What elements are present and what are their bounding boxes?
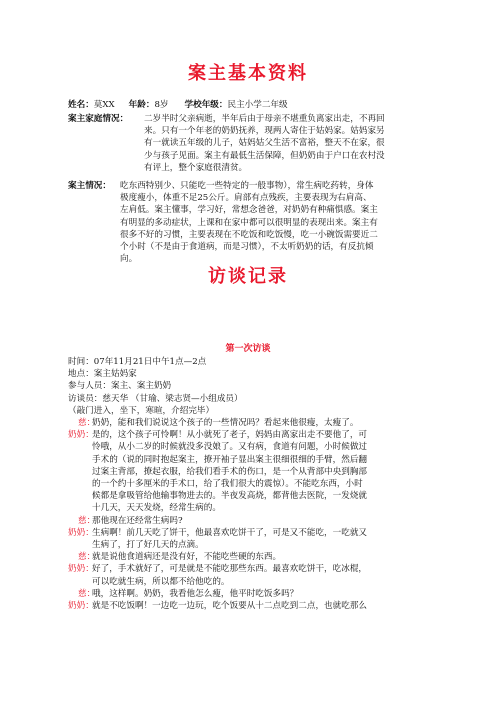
dialogue-line: 是的，这个孩子可怜啊！从小就死了老子，妈妈由离家出走不要他了，可 — [92, 430, 368, 441]
dialogue-turn — [68, 551, 438, 563]
dialogue-turn — [68, 429, 438, 514]
name-label: 姓名： — [68, 100, 94, 110]
family-line: 有一就读五年级的儿子，姑妈姑父生活不富裕，整天不在家，很 — [144, 138, 385, 149]
profile-line — [68, 99, 288, 111]
family-line: 二岁半时父亲病逝，半年后由于母亲不堪重负离家出走，不再回 — [144, 114, 385, 124]
dialogue-turn — [68, 600, 438, 612]
speaker-label: 奶奶： — [68, 601, 94, 612]
dialogue-line: 过案主背部，撩起衣服，给我们看手术的伤口，是一个从背部中央到胸部 — [92, 466, 368, 477]
age-label: 年龄： — [128, 100, 155, 110]
grade-label: 学校年级： — [184, 100, 228, 110]
family-label: 案主家庭情况： — [68, 114, 129, 124]
status-line: 很多不好的习惯，主要表现在不吃饭和吃饭慢，吃一小碗饭需要近二 — [120, 229, 378, 240]
status-line: 有明显的多动症状，上课和在家中都可以很明显的表现出来。案主有 — [120, 217, 378, 228]
dialogue-line: 生病啊！前几天吃了饼干，他最喜欢吃饼干了，可是又不能吃，一吃就又 — [92, 527, 368, 538]
dialogue-turn — [68, 527, 438, 551]
name-value: 莫XX — [93, 100, 115, 110]
status-line: 极度瘦小，体重不足25公斤。肩部有点残疾，主要表现为右肩高、 — [120, 193, 372, 204]
meta-time: 时间：07年11月21日中午1点—2点 — [68, 357, 207, 367]
speaker-label: 慈： — [78, 418, 96, 428]
dialogue-line: 手术的（说的同时抱起案主，撩开袖子显出案主很细很细的手臂，然后翻 — [92, 454, 368, 465]
dialogue-turn — [68, 515, 438, 527]
family-line: 有评上，整个家庭很清贫。 — [144, 162, 248, 173]
dialogue-turn — [68, 563, 438, 587]
family-line: 少与孩子见面。案主有最低生活保障，但奶奶由于户口在农村没 — [144, 150, 385, 161]
speaker-label: 慈： — [78, 552, 96, 563]
interview-title: 访谈记录 — [208, 266, 288, 287]
family-line: 来。只有一个年老的奶奶抚养，现两人寄住于姑妈家。姑妈家另 — [144, 126, 385, 137]
family-section — [68, 113, 428, 174]
status-line: 个小时（不是由于食道病，而是习惯），不太听奶奶的话，有反抗倾 — [120, 242, 374, 253]
doc-title: 案主基本资料 — [188, 63, 308, 84]
meta-interviewer: 访谈员：慈天华 （甘瑜、梁志贤—小组成员） — [68, 393, 243, 404]
dialogue-turn — [68, 417, 438, 429]
dialogue-line: 奶奶，能和我们说说这个孩子的一些情况吗？看起来他很瘦，太瘦了。 — [92, 418, 359, 428]
dialogue-line: 哦，这样啊。奶奶，我看他怎么瘦，他平时吃饭多吗？ — [92, 588, 299, 599]
dialogue-line: 生病了，打了好几天的点滴。 — [92, 540, 204, 551]
speaker-label: 奶奶： — [68, 564, 94, 575]
dialogue-line: 就是不吃饭啊！一边吃一边玩，吃个饭要从十二点吃到二点，也就吃那么 — [92, 601, 368, 612]
status-line: 吃东西特别少、只能吃一些特定的一般事物），常生病吃药转，身体 — [120, 181, 374, 191]
status-label: 案主情况： — [68, 181, 111, 191]
dialogue-line: 的一个约十多厘米的手术口，给了我们很大的震惊）。不能吃东西，小时 — [92, 479, 363, 490]
dialogue-line: 可以吃就生病，所以都不给他吃的。 — [92, 576, 230, 587]
dialogue-line: 候都是拿吸管给他输事物进去的。半夜发高烧，都背他去医院，一发烧就 — [92, 491, 368, 502]
dialogue-line: 就是说他食道病还是没有好，不能吃些硬的东西。 — [92, 552, 282, 563]
dialogue-line: 那他现在还经常生病吗? — [92, 515, 183, 526]
meta-participants: 参与人员：案主、案主奶奶 — [68, 381, 172, 392]
dialogue-line: 好了，手术就好了，可是就是不能吃那些东西。最喜欢吃饼干，吃冰棍， — [92, 564, 368, 575]
dialogue-section — [68, 417, 438, 612]
status-section — [68, 180, 428, 265]
meta-section — [68, 356, 428, 417]
dialogue-line: 十几天，天天发烧，经常生病的。 — [92, 503, 221, 514]
meta-note: （敲门进入，坐下，寒暄，介绍完毕） — [68, 405, 215, 416]
status-line: 左肩低。案主懂事，学习好，常想念爸爸，对奶奶有种痛惧感。案主 — [120, 205, 378, 216]
age-value: 8岁 — [154, 100, 169, 110]
speaker-label: 慈： — [78, 515, 96, 526]
speaker-label: 慈： — [78, 588, 96, 599]
meta-place: 地点：案主姑妈家 — [68, 369, 137, 380]
speaker-label: 奶奶： — [68, 430, 94, 441]
dialogue-line: 怜哦，从小二岁的时候就没多没娘了。又有病，食道有问题，小时候做过 — [92, 442, 368, 453]
status-line: 向。 — [120, 254, 138, 265]
speaker-label: 奶奶： — [68, 527, 94, 538]
dialogue-turn — [68, 588, 438, 600]
first-interview-heading: 第一次访谈 — [225, 344, 271, 354]
grade-value: 民主小学二年级 — [227, 100, 288, 110]
